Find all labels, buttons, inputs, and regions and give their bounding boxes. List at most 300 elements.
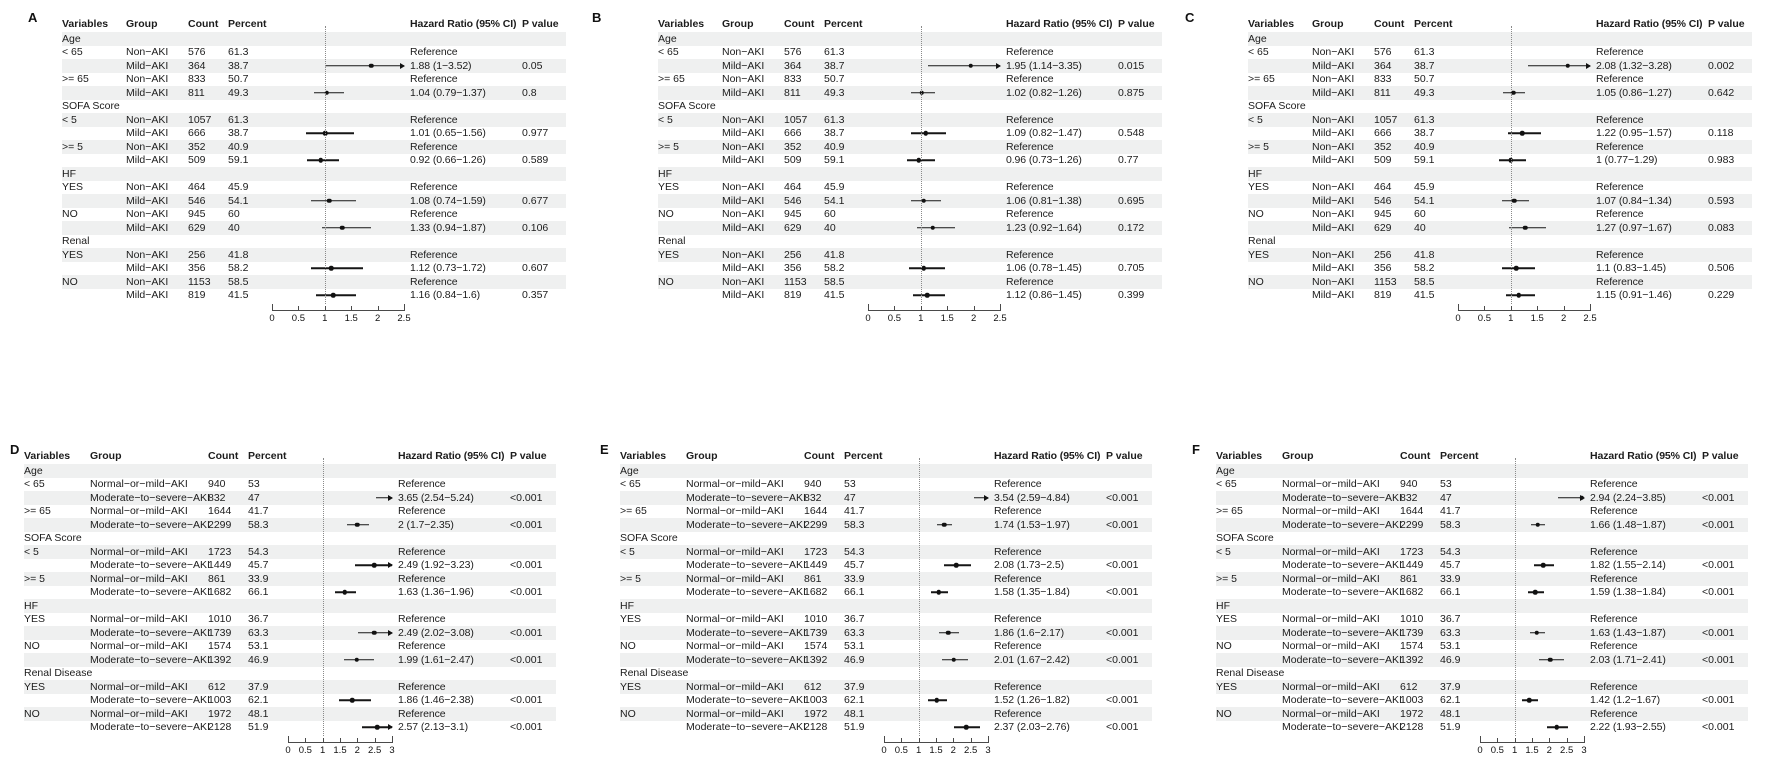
table-row [658,181,1162,195]
section-row [1248,100,1752,114]
plot-cell [868,289,1000,303]
section-label: HF [620,599,634,612]
table-row [620,586,1152,600]
plot-cell [884,505,988,519]
group-cell: Mild−AKI [126,59,169,72]
variable-cell: >= 65 [1248,73,1275,86]
p-value-cell: 0.083 [1708,221,1735,234]
plot-cell [288,518,392,532]
group-cell: Non−AKI [1312,248,1355,261]
p-value-cell: 0.695 [1118,194,1145,207]
hazard-ratio-cell: Reference [410,46,458,59]
percent-cell: 59.1 [1414,154,1435,167]
hazard-ratio-cell: Reference [994,680,1042,693]
hazard-ratio-cell: 1.06 (0.81−1.38) [1006,194,1082,207]
p-value-cell: 0.357 [522,289,549,302]
plot-cell [868,154,1000,168]
table-row [1216,613,1748,627]
plot-cell [272,46,404,60]
percent-cell: 40.9 [228,140,249,153]
point-estimate-marker [931,226,936,231]
plot-cell [1458,140,1590,154]
variable-cell: >= 5 [1216,572,1238,585]
plot-cell [868,46,1000,60]
axis-tick [1590,304,1591,311]
plot-cell [1480,518,1584,532]
table-row [620,694,1152,708]
count-cell: 1153 [784,275,807,288]
hazard-ratio-cell: Reference [1590,572,1638,585]
variable-cell: YES [620,613,642,626]
axis-tick-label: 1.5 [333,745,347,756]
plot-cell [868,100,1000,114]
plot-cell [272,86,404,100]
group-cell: Normal−or−mild−AKI [90,505,188,518]
count-cell: 1392 [1400,653,1424,666]
p-value-cell: <0.001 [1702,694,1735,707]
hazard-ratio-cell: 1.58 (1.35−1.84) [994,586,1070,599]
count-cell: 833 [188,73,206,86]
variable-cell: < 65 [620,478,641,491]
table-row [1216,707,1748,721]
plot-cell [1480,667,1584,681]
panel-F [1192,442,1748,760]
percent-cell: 47 [248,491,260,504]
plot-cell [884,613,988,627]
group-cell: Moderate−to−severe−AKI [1282,518,1402,531]
plot-cell [1458,289,1590,303]
percent-cell: 40.9 [824,140,845,153]
percent-cell: 54.1 [824,194,845,207]
point-estimate-marker [942,523,947,528]
count-cell: 861 [804,572,822,585]
count-cell: 1449 [208,559,232,572]
section-label: Renal Disease [620,667,689,680]
group-cell: Normal−or−mild−AKI [1282,640,1380,653]
plot-cell [884,464,988,478]
point-estimate-marker [340,226,345,231]
percent-cell: 47 [1440,491,1452,504]
plot-cell [1458,248,1590,262]
percent-cell: 48.1 [844,707,865,720]
table-row [1216,545,1748,559]
table-row [1248,59,1752,73]
axis-tick-label: 0.5 [298,745,312,756]
plot-cell [288,640,392,654]
percent-cell: 60 [228,208,240,221]
hazard-ratio-cell: 0.92 (0.66−1.26) [410,154,486,167]
hazard-ratio-cell: 2.22 (1.93−2.55) [1590,721,1666,734]
plot-cell [1458,127,1590,141]
percent-cell: 51.9 [844,721,865,734]
percent-cell: 61.3 [1414,46,1435,59]
percent-cell: 41.7 [248,505,269,518]
table-row [24,478,556,492]
percent-cell: 41.5 [228,289,249,302]
table-row [620,653,1152,667]
count-cell: 1010 [1400,613,1424,626]
axis-tick [988,736,989,743]
table-row [24,491,556,505]
col-header-group: Group [1282,450,1314,462]
group-cell: Normal−or−mild−AKI [1282,572,1380,585]
plot-cell [884,572,988,586]
count-cell: 464 [188,181,206,194]
plot-cell [1458,262,1590,276]
group-cell: Non−AKI [722,181,765,194]
arrow-right-icon [1580,495,1585,501]
axis-tick [901,738,902,743]
p-value-cell: 0.875 [1118,86,1145,99]
variable-cell: >= 5 [620,572,642,585]
ci-line [311,200,356,202]
percent-cell: 41.5 [1414,289,1435,302]
count-cell: 629 [1374,221,1392,234]
table-row [24,626,556,640]
count-cell: 1574 [208,640,232,653]
plot-cell [1480,559,1584,573]
percent-cell: 60 [1414,208,1426,221]
count-cell: 629 [188,221,206,234]
count-cell: 2128 [1400,721,1424,734]
axis-tick [1511,306,1512,311]
section-label: Age [24,464,43,477]
plot-cell [1458,235,1590,249]
col-header-count: Count [1400,450,1431,462]
table-row [620,680,1152,694]
p-value-cell: <0.001 [1106,694,1139,707]
variable-cell: < 5 [62,113,77,126]
variable-cell: < 5 [658,113,673,126]
section-label: SOFA Score [1248,100,1306,113]
count-cell: 666 [1374,127,1392,140]
col-header-group: Group [126,18,158,30]
group-cell: Normal−or−mild−AKI [686,545,784,558]
section-label: Renal [1248,235,1276,248]
section-row [658,235,1162,249]
hazard-ratio-cell: 1.99 (1.61−2.47) [398,653,474,666]
table-row [24,586,556,600]
section-label: HF [24,599,38,612]
section-label: Age [658,32,677,45]
hazard-ratio-cell: 1.1 (0.83−1.45) [1596,262,1667,275]
count-cell: 509 [1374,154,1392,167]
plot-cell [288,532,392,546]
hazard-ratio-cell: Reference [410,113,458,126]
percent-cell: 45.7 [844,559,865,572]
plot-cell [1480,572,1584,586]
axis-tick-label: 0.5 [291,313,305,324]
group-cell: Non−AKI [1312,73,1355,86]
hazard-ratio-cell: Reference [410,140,458,153]
arrow-right-icon [996,63,1001,69]
axis-tick [868,304,869,311]
axis-tick [1532,738,1533,743]
percent-cell: 53.1 [248,640,269,653]
table-row [1216,626,1748,640]
plot-cell [272,262,404,276]
plot-cell [1480,613,1584,627]
plot-cell [288,478,392,492]
percent-cell: 33.9 [248,572,269,585]
axis-tick-label: 1 [916,745,922,756]
table-row [24,572,556,586]
p-value-cell: 0.172 [1118,221,1145,234]
hazard-ratio-cell: Reference [1006,181,1054,194]
table-row [62,86,566,100]
axis-tick-label: 2 [950,745,956,756]
axis-tick-label: 1.5 [929,745,943,756]
percent-cell: 61.3 [228,46,249,59]
axis-tick-label: 1.5 [940,313,954,324]
axis-tick [305,738,306,743]
percent-cell: 58.3 [248,518,269,531]
plot-cell [884,545,988,559]
hazard-ratio-cell: 3.65 (2.54−5.24) [398,491,474,504]
plot-cell [272,59,404,73]
col-header-percent: Percent [228,18,267,30]
plot-cell [884,667,988,681]
p-value-cell: <0.001 [1106,586,1139,599]
col-header-variables: Variables [658,18,705,30]
axis-tick [1567,738,1568,743]
table-row [658,154,1162,168]
table-row [1216,572,1748,586]
variable-cell: NO [1248,208,1264,221]
count-cell: 945 [188,208,206,221]
plot-cell [1458,59,1590,73]
hazard-ratio-cell: Reference [1006,113,1054,126]
group-cell: Normal−or−mild−AKI [1282,478,1380,491]
plot-cell [288,667,392,681]
plot-cell [288,559,392,573]
percent-cell: 48.1 [248,707,269,720]
percent-cell: 40 [824,221,836,234]
group-cell: Non−AKI [1312,275,1355,288]
plot-cell [1458,181,1590,195]
percent-cell: 36.7 [248,613,269,626]
group-cell: Non−AKI [126,248,169,261]
header-row [24,448,556,464]
group-cell: Mild−AKI [722,289,765,302]
hazard-ratio-cell: 2.08 (1.73−2.5) [994,559,1065,572]
variable-cell: NO [620,640,636,653]
point-estimate-marker [1541,563,1546,568]
panel-A [28,10,566,328]
section-row [1248,32,1752,46]
percent-cell: 61.3 [228,113,249,126]
group-cell: Normal−or−mild−AKI [90,478,188,491]
table-row [658,86,1162,100]
count-cell: 666 [188,127,206,140]
group-cell: Non−AKI [722,275,765,288]
hazard-ratio-cell: 1.02 (0.82−1.26) [1006,86,1082,99]
plot-cell [288,694,392,708]
point-estimate-marker [329,266,334,271]
section-label: Age [1216,464,1235,477]
hazard-ratio-cell: 1.33 (0.94−1.87) [410,221,486,234]
col-header-hazard-ratio: Hazard Ratio (95% CI) [410,18,517,30]
plot-cell [868,275,1000,289]
axis-tick [1000,304,1001,311]
percent-cell: 54.3 [1440,545,1461,558]
table-row [1248,86,1752,100]
group-cell: Moderate−to−severe−AKI [686,694,806,707]
hazard-ratio-cell: 1.95 (1.14−3.35) [1006,59,1082,72]
group-cell: Mild−AKI [1312,221,1355,234]
plot-cell [272,73,404,87]
axis-tick [351,306,352,311]
hazard-ratio-cell: Reference [1590,680,1638,693]
p-value-cell: 0.399 [1118,289,1145,302]
table-row [24,707,556,721]
hazard-ratio-cell: 1.16 (0.84−1.6) [410,289,481,302]
axis-tick-label: 1 [918,313,924,324]
plot-cell [288,653,392,667]
group-cell: Normal−or−mild−AKI [1282,545,1380,558]
axis-tick [340,738,341,743]
table-row [658,59,1162,73]
table-row [24,694,556,708]
section-row [62,235,566,249]
plot-cell [1480,505,1584,519]
header-row [1216,448,1748,464]
percent-cell: 60 [824,208,836,221]
table-row [1216,653,1748,667]
col-header-percent: Percent [844,450,883,462]
plot-cell [1480,707,1584,721]
count-cell: 1003 [208,694,232,707]
count-cell: 811 [1374,86,1391,99]
count-cell: 629 [784,221,802,234]
count-cell: 1153 [1374,275,1397,288]
p-value-cell: <0.001 [510,653,543,666]
table-row [62,208,566,222]
table-row [658,289,1162,303]
col-header-p-value: P value [1708,18,1745,30]
count-cell: 1723 [1400,545,1424,558]
group-cell: Moderate−to−severe−AKI [686,626,806,639]
percent-cell: 37.9 [1440,680,1461,693]
section-row [62,167,566,181]
count-cell: 1739 [208,626,232,639]
ci-line [311,268,363,270]
axis-tick-label: 2.5 [1583,313,1597,324]
col-header-variables: Variables [1216,450,1263,462]
percent-cell: 45.7 [1440,559,1461,572]
count-cell: 819 [1374,289,1392,302]
table-row [620,478,1152,492]
table-row [620,707,1152,721]
panel-label: A [28,10,38,25]
percent-cell: 53.1 [844,640,865,653]
col-header-p-value: P value [522,18,559,30]
table-row [1248,194,1752,208]
p-value-cell: <0.001 [510,559,543,572]
count-cell: 1010 [804,613,828,626]
p-value-cell: <0.001 [510,586,543,599]
section-label: Renal [62,235,90,248]
plot-cell [1458,86,1590,100]
table-row [62,140,566,154]
percent-cell: 51.9 [248,721,269,734]
table-row [24,653,556,667]
percent-cell: 37.9 [844,680,865,693]
axis-tick [974,306,975,311]
variable-cell: < 5 [24,545,39,558]
table-row [658,113,1162,127]
table-row [1248,208,1752,222]
variable-cell: >= 5 [62,140,84,153]
group-cell: Non−AKI [722,140,765,153]
forest-table [620,442,1152,760]
reference-line [921,26,922,304]
axis-tick [325,306,326,311]
percent-cell: 40 [228,221,240,234]
plot-cell [1480,478,1584,492]
point-estimate-marker [372,563,377,568]
axis-tick [971,738,972,743]
axis-tick-label: 0 [1477,745,1483,756]
hazard-ratio-cell: 2.08 (1.32−3.28) [1596,59,1672,72]
variable-cell: YES [24,613,46,626]
axis-tick [1484,306,1485,311]
count-cell: 666 [784,127,802,140]
group-cell: Moderate−to−severe−AKI [1282,653,1402,666]
variable-cell: NO [24,707,40,720]
axis-tick [1564,306,1565,311]
count-cell: 1153 [188,275,211,288]
hazard-ratio-cell: 2.57 (2.13−3.1) [398,721,469,734]
point-estimate-marker [1512,199,1517,204]
table-row [658,208,1162,222]
plot-cell [1458,32,1590,46]
hazard-ratio-cell: 1 (0.77−1.29) [1596,154,1658,167]
hazard-ratio-cell: Reference [1596,73,1644,86]
hazard-ratio-cell: 1.01 (0.65−1.56) [410,127,486,140]
point-estimate-marker [969,64,974,69]
point-estimate-marker [1555,725,1560,730]
plot-cell [1458,221,1590,235]
axis-tick-label: 2 [1546,745,1552,756]
hazard-ratio-cell: 1.59 (1.38−1.84) [1590,586,1666,599]
section-label: Renal Disease [1216,667,1285,680]
table-row [658,194,1162,208]
variable-cell: NO [62,275,78,288]
axis-tick [378,306,379,311]
axis-tick [1549,738,1550,743]
point-estimate-marker [922,199,927,204]
percent-cell: 59.1 [824,154,845,167]
axis-tick [404,304,405,311]
hazard-ratio-cell: 1.06 (0.78−1.45) [1006,262,1082,275]
axis-tick-label: 1.5 [1530,313,1544,324]
hazard-ratio-cell: 2.94 (2.24−3.85) [1590,491,1666,504]
count-cell: 861 [1400,572,1418,585]
variable-cell: NO [1248,275,1264,288]
hazard-ratio-cell: 1.23 (0.92−1.64) [1006,221,1082,234]
percent-cell: 41.7 [844,505,865,518]
plot-cell [868,127,1000,141]
hazard-ratio-cell: Reference [1590,613,1638,626]
hazard-ratio-cell: 1.86 (1.46−2.38) [398,694,474,707]
arrow-right-icon [388,630,393,636]
plot-cell [884,694,988,708]
axis-tick [1497,738,1498,743]
table-row [620,518,1152,532]
percent-cell: 45.7 [248,559,269,572]
table-row [620,613,1152,627]
